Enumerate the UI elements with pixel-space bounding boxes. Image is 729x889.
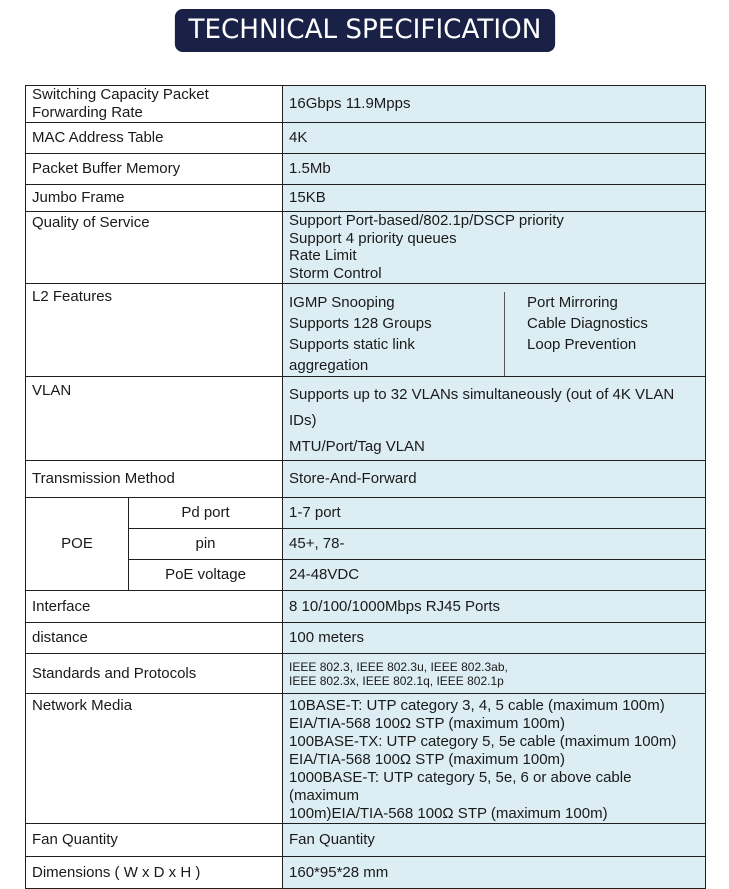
row-label: Jumbo Frame [26, 185, 283, 212]
poe-voltage-value: 24-48VDC [283, 560, 706, 591]
table-row [26, 86, 706, 123]
media-line: 100BASE-TX: UTP category 5, 5e cable (maximum 100m) [289, 733, 677, 750]
row-label: Dimensions ( W x D x H ) [26, 857, 283, 889]
row-label: Network Media [26, 694, 283, 824]
poe-voltage-label: PoE voltage [129, 560, 283, 591]
row-label: Transmission Method [26, 461, 283, 498]
row-value: 4K [283, 123, 706, 154]
media-line: 10BASE-T: UTP category 3, 4, 5 cable (maximum 100m) [289, 697, 665, 714]
poe-pd-label: Pd port [129, 498, 283, 529]
table-row [26, 212, 706, 284]
row-value: 8 10/100/1000Mbps RJ45 Ports [283, 591, 706, 623]
l2-item: IGMP Snooping [289, 294, 395, 311]
media-line: EIA/TIA-568 100Ω STP (maximum 100m) [289, 715, 566, 732]
row-value: Store-And-Forward [283, 461, 706, 498]
l2-item: Supports static link aggregation [289, 336, 415, 374]
media-line: 1000BASE-T: UTP category 5, 5e, 6 or above cable (maximum [289, 769, 632, 804]
row-label: Switching Capacity Packet Forwarding Rate [26, 86, 283, 123]
row-value: 160*95*28 mm [283, 857, 706, 889]
row-value: 100 meters [283, 623, 706, 654]
table-row [26, 591, 706, 623]
l2-features [289, 292, 699, 376]
row-label: distance [26, 623, 283, 654]
table-row [26, 654, 706, 694]
l2-column-right [505, 292, 648, 376]
l2-item: Loop Prevention [527, 336, 637, 353]
l2-item: Cable Diagnostics [527, 315, 648, 332]
table-row [26, 123, 706, 154]
page-title: TECHNICAL SPECIFICATION [175, 9, 555, 52]
media-line: 100m)EIA/TIA-568 100Ω STP (maximum 100m) [289, 805, 608, 822]
row-value: 16Gbps 11.9Mpps [283, 86, 706, 123]
qos-line: Support Port-based/802.1p/DSCP priority [289, 212, 564, 229]
row-value: Fan Quantity [283, 824, 706, 857]
spec-table [25, 85, 706, 889]
table-row [26, 377, 706, 461]
title-area [0, 9, 729, 52]
media-line: EIA/TIA-568 100Ω STP (maximum 100m) [289, 751, 566, 768]
qos-line: Rate Limit [289, 247, 357, 264]
qos-line: Storm Control [289, 264, 382, 282]
table-row [26, 461, 706, 498]
row-label: Quality of Service [26, 212, 283, 284]
l2-item: Supports 128 Groups [289, 315, 432, 332]
row-value [283, 212, 706, 284]
poe-pin-value: 45+, 78- [283, 529, 706, 560]
table-row [26, 623, 706, 654]
l2-item: Port Mirroring [527, 294, 618, 311]
row-label: L2 Features [26, 284, 283, 377]
row-label: Fan Quantity [26, 824, 283, 857]
row-label: MAC Address Table [26, 123, 283, 154]
poe-pin-label: pin [129, 529, 283, 560]
poe-label: POE [26, 498, 129, 591]
table-row [26, 694, 706, 824]
table-row [26, 857, 706, 889]
table-row [26, 284, 706, 377]
l2-column-left [289, 292, 505, 376]
row-label: VLAN [26, 377, 283, 461]
vlan-line: Supports up to 32 VLANs simultaneously (out of 4K VLAN IDs) [289, 386, 675, 429]
row-label: Interface [26, 591, 283, 623]
standards-line: IEEE 802.3x, IEEE 802.1q, IEEE 802.1p [289, 673, 504, 688]
row-value: 15KB [283, 185, 706, 212]
table-row [26, 154, 706, 185]
row-value [283, 377, 706, 461]
table-row [26, 185, 706, 212]
row-label: Standards and Protocols [26, 654, 283, 694]
row-label: Packet Buffer Memory [26, 154, 283, 185]
poe-pd-value: 1-7 port [283, 498, 706, 529]
vlan-line: MTU/Port/Tag VLAN [289, 438, 425, 455]
standards-line: IEEE 802.3, IEEE 802.3u, IEEE 802.3ab, [289, 659, 508, 674]
table-row [26, 824, 706, 857]
table-row [26, 498, 706, 529]
row-value: 1.5Mb [283, 154, 706, 185]
row-value [283, 654, 706, 694]
qos-line: Support 4 priority queues [289, 229, 457, 247]
row-value [283, 284, 706, 377]
row-value [283, 694, 706, 824]
